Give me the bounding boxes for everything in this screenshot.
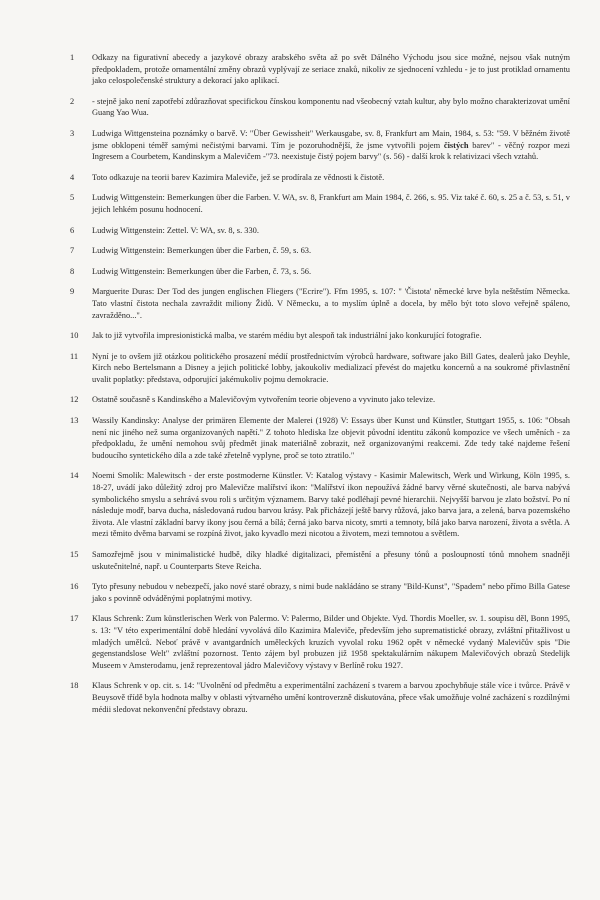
footnote-number: 16 [70, 582, 79, 592]
footnote-text: Klaus Schrenk v op. cit. s. 14: "Uvolnění od předmětu a experimentální zacházení s tvarem a barvou zpochybňuje stále více i tvůrce. Právě v Beuysově třídě byla hodnota malby v oblasti výtvarného umění kontroverzně diskutována, přece však umožňuje volné zacházení s rozdílnými médii sledovat nekonvenční představy obrazu. [92, 681, 570, 714]
footnote-text: - stejně jako není zapotřebí zdůrazňovat specifickou čínskou komponentu nad všeobecný vztah kultur, aby bylo možno charakterizovat umění Guang Yao Wua. [92, 96, 570, 118]
footnote-number: 11 [70, 351, 79, 361]
footnote-number: 9 [70, 287, 75, 297]
footnote-text: Nyní je to ovšem již otázkou politického prosazení médií prostřednictvím výrobců hardware, software jako Bill Gates, dealerů jako Deyhle, Kirch nebo Bertelsmann a Disney a jejich politické lobby, jakoukoliv medializací převést do majetku koncernů a na soukromé přivlastnění uvalit poplatky: představa, odporující jakémukoliv pojmu demokracie. [92, 351, 570, 384]
footnote-text: Toto odkazuje na teorii barev Kazimira Maleviče, jež se prodírala ze vědnosti k čistotě. [92, 172, 385, 182]
footnote [70, 266, 570, 278]
footnote [70, 225, 570, 237]
footnote-text: Odkazy na figurativní abecedy a jazykové obrazy arabského světa až po svět Dálného Východu jsou sice možné, nejsou však nutným předpokladem, protože ornamentální změny obrazů vyplývají ze seriace znaků, nikoliv ze sjednocení vzhledu - je to just protiklad ornamentu jako celospolečenské struktury a dekorací jako aplikací. [92, 53, 570, 86]
emphasized-word: čistých [443, 140, 469, 150]
footnote-number: 6 [70, 225, 75, 235]
footnote-text-part: barev" - věčný rozpor mezi Ingresem a Courbetem, Kandinskym a Malevičem -"73. neexistuje čistý pojem barvy" (s. 56) - další krok k relativizaci všech vztahů. [92, 140, 571, 162]
footnote [70, 192, 570, 215]
footnote-number: 1 [70, 53, 75, 62]
footnote-number: 2 [70, 96, 75, 106]
footnote-text-part: Ludwiga Wittgensteina poznámky o barvě. V: "Über Gewissheit" Werkausgabe, sv. 8, Frankfurt am Main, 1984, s. 53: "59. V běžném životě jsme obklopeni téměř samými nečistými barvami. Tím je pozoruhodnější, že jsme vytvořili pojem [92, 128, 570, 150]
footnote-text: Tyto přesuny nebudou v nebezpečí, jako nové staré obrazy, s nimi bude nakládáno se strany "Bild-Kunst", "Spadem" nebo přímo Billa Gatese jako s povinně odváděnými poplatnými motivy. [92, 582, 570, 603]
footnote-number: 18 [70, 681, 79, 691]
footnote-number: 14 [70, 471, 79, 481]
footnote-number: 4 [70, 172, 75, 182]
footnote-text: Jak to již vytvořila impresionistická malba, ve starém médiu byt alespoň tak industriální jako konkurující fotografie. [92, 331, 482, 341]
footnote [70, 172, 570, 184]
footnote [70, 394, 570, 406]
footnote-number: 7 [70, 246, 75, 256]
footnote-number: 5 [70, 193, 75, 203]
footnote [70, 330, 570, 342]
footnote [70, 581, 570, 604]
footnote-number: 10 [70, 331, 79, 341]
footnote-text: Ludwig Wittgenstein: Zettel. V: WA, sv. 8, s. 330. [92, 225, 259, 235]
footnote-number: 15 [70, 550, 79, 559]
footnote [70, 128, 570, 163]
footnote-text: Samozřejmě jsou v minimalistické hudbě, díky hladké digitalizaci, přemístění a přesuny tónů a posloupností tónů mnohem snadněji uskutečnitelné, např. u Counterparts Steve Reicha. [92, 550, 570, 571]
footnote [70, 52, 570, 87]
footnote-number: 8 [70, 266, 75, 276]
footnote [70, 245, 570, 257]
footnote [70, 549, 570, 572]
footnote-text: Ludwig Wittgenstein: Bemerkungen über die Farben, č. 59, s. 63. [92, 246, 312, 256]
footnote-text: Noemi Smolik: Malewitsch - der erste postmoderne Künstler. V: Katalog výstavy - Kasimir Malewitsch, Werk und Wirkung, Köln 1995, s. 18-27, uvádí jako důležitý zdroj pro Malevičze malířství ikon: "Malířství ikon nepoužívá žádné barvy věrné skutečnosti, ale barva nabývá symbolického smyslu a sehrává svou roli s určitým významem. Barvy také podléhají pevné hierarchii. Nejvyšší barvou je zlato božství. Po ní následuje modř, barva ducha, následovaná rudou barvou krásy. Pak přicházejí ještě barvy růžová, jako barva jara, a zelená, barva pozemského života. Ale vlastní základní barvy ikony jsou černá a bílá; černá jako barva nicoty, smrti a temnoty, bílá jako barva narození, života a světla. A mezi těmito dvěma barvami se rozpíná život, jako kyvadlo mezi nicotou a životem, mezi temnotou a světlem. [92, 471, 570, 539]
footnote [70, 680, 570, 715]
footnote-number: 13 [70, 416, 79, 426]
footnote-text: Marguerite Duras: Der Tod des jungen englischen Fliegers ("Ecrire"). Ffm 1995, s. 107: " 'Čistota' německé krve byla neštěstím Německa. Tato vlastní čistota nechala zavraždit miliony Židů. V Německu, a to myslím úplně a docela, by mělo být toto slovo veřejně spáleno, zavražděno...". [92, 287, 570, 320]
footnote [70, 96, 570, 119]
footnote [70, 470, 570, 540]
footnote-text: Klaus Schrenk: Zum künstlerischen Werk von Palermo. V: Palermo, Bilder und Objekte. Vyd. Thordis Moeller, sv. 1. soupisu děl, Bonn 1995, s. 13: "V této experimentální době hledání vyvolává dílo Kazimira Maleviče, především jeho suprematistické obrazy, zvláštní přitažlivost u mladých umělců. Neboť právě v avantgardních uměleckých kruzích vyvolal roku 1962 opět v německé vydaný Malevičův spis "Die gegenstandslose Welt" zvláštní pozornost. Tento zájem byl probuzen již 1958 spektakulárním nákupem Malevičových obrazů Stedelijk Museem v Amsterodamu, jenž reprezentoval jádro Malevičovy výstavy v Berlíně roku 1927. [92, 614, 570, 670]
footnote-number: 17 [70, 614, 79, 624]
footnote [70, 415, 570, 461]
footnote-number: 12 [70, 395, 79, 405]
footnote [70, 286, 570, 321]
footnote-text: Ostatně současně s Kandinského a Malevičovým vytvořením teorie objeveno a vyvinuto jako televize. [92, 395, 436, 405]
footnote-text [92, 128, 570, 163]
footnote-text: Ludwig Wittgenstein: Bemerkungen über die Farben. V. WA, sv. 8, Frankfurt am Main 1984, č. 266, s. 95. Viz také č. 60, s. 25 a č. 53, s. 51, v jejich lehkém posunu hodnocení. [92, 193, 570, 214]
footnotes-list [70, 52, 570, 724]
footnote [70, 351, 570, 386]
footnote-text: Wassily Kandinsky: Analyse der primären Elemente der Malerei (1928) V: Essays über Kunst und Künstler, Stuttgart 1955, s. 106: "Obsah není nic jiného než suma organizovaných napětí." Z tohoto hlediska lze objevit původní identitu zákonů kompozice ve všech uměních - za předpokladu, že umění nemohou svůj předmět jinak materiálně zobrazit, než organizovanými reakcemi. Zde tedy také najdeme řešení budoucího syntetického díla a zde také zřetelně vyplyne, proč se toto ztratilo." [92, 416, 570, 460]
footnote [70, 613, 570, 671]
footnote-text: Ludwig Wittgenstein: Bemerkungen über die Farben, č. 73, s. 56. [92, 266, 312, 276]
footnote-number: 3 [70, 128, 75, 138]
